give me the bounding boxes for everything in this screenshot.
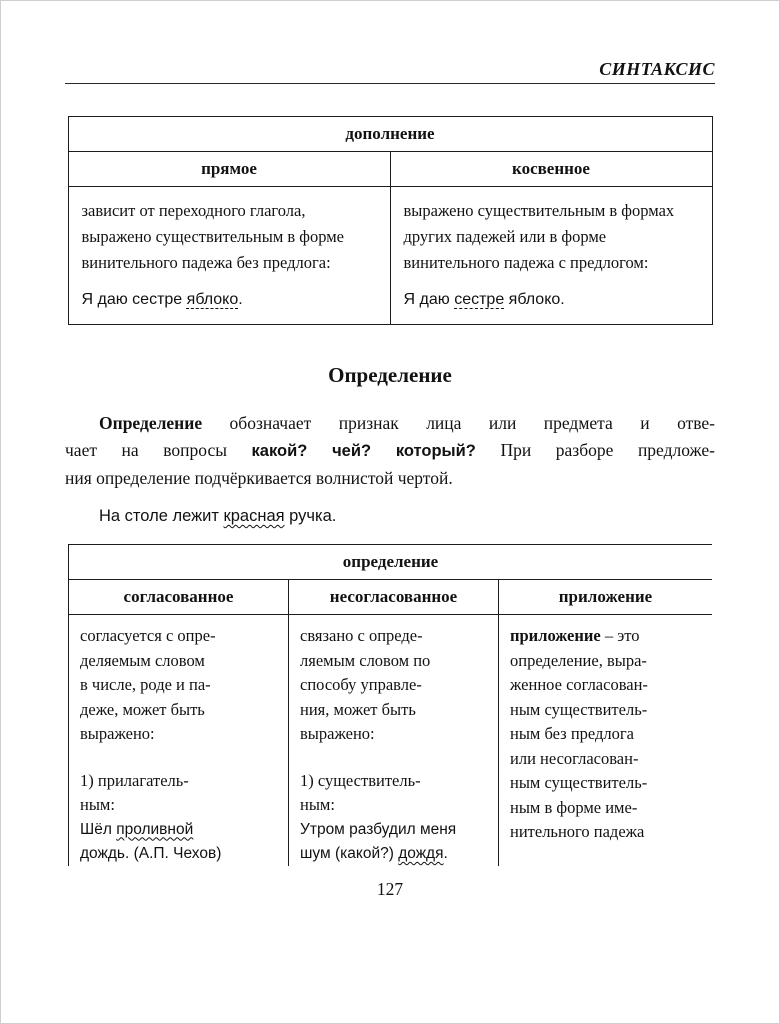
sentence-text: ручка. [284, 507, 337, 525]
cell-line: ным: [80, 795, 115, 814]
cell-line: ным без предлога [510, 724, 634, 743]
example-text: яблоко. [504, 291, 565, 308]
cell-line: в числе, роде и па- [80, 675, 211, 694]
cell-example-line: дождь. (А.П. Чехов) [80, 845, 222, 862]
cell-line: связано с опреде- [300, 626, 423, 645]
object-table-body-row [68, 187, 712, 325]
cell-line [510, 624, 701, 649]
cell-line: нительного падежа [510, 822, 645, 841]
attribute-table [68, 544, 712, 866]
column-header-apposition: приложение [499, 580, 713, 615]
attribute-table-title-row [69, 545, 713, 580]
question-words-bold: какой? чей? который? [251, 442, 476, 460]
example-text: Я даю [403, 291, 455, 308]
intro-paragraph [65, 410, 715, 492]
object-table-title: дополнение [68, 117, 712, 152]
bold-term: приложение [510, 626, 601, 645]
indirect-object-description: выражено существительным в формах других падежей или в форме винительного падежа с предлогом: [403, 201, 675, 272]
column-header-indirect: косвенное [390, 152, 712, 187]
cell-line: ным существитель- [510, 773, 648, 792]
cell-line: ным существитель- [510, 699, 648, 719]
paragraph-text: чает на вопросы [65, 440, 252, 460]
object-table-title-row [68, 117, 712, 152]
cell-example-line [80, 818, 277, 843]
cell-line: или несогласован- [510, 748, 639, 768]
dashed-underlined-word: яблоко [186, 291, 239, 308]
example-text: Шёл [80, 820, 117, 838]
object-table [68, 116, 713, 325]
cell-line: выражено: [80, 724, 155, 743]
section-heading: Определение [328, 363, 452, 387]
cell-example-line [300, 842, 487, 866]
bold-term: Определение [99, 413, 203, 433]
attribute-table-clip [68, 544, 712, 866]
cell-line: согласуется с опре- [80, 626, 216, 645]
cell-line: деже, может быть [80, 699, 205, 719]
nonagreed-attribute-cell [289, 615, 499, 867]
cell-line: способу управле- [300, 675, 422, 694]
object-table-header-row [68, 152, 712, 187]
cell-line: ния, может быть [300, 699, 416, 719]
cell-line: ляемым словом по [300, 650, 431, 670]
example-sentence [65, 507, 715, 526]
dashed-underlined-word: сестре [454, 291, 505, 308]
line-spacer [300, 747, 487, 769]
paragraph-line: ния определение подчёркивается волнистой чертой. [65, 468, 453, 488]
example-text: . [238, 291, 243, 308]
cell-line: ным: [300, 795, 335, 814]
agreed-attribute-cell [69, 615, 289, 867]
cell-example-line: Утром разбудил меня [300, 820, 457, 838]
paragraph-text: При разборе предложе- [475, 440, 715, 460]
cell-line: деляемым словом [80, 650, 205, 670]
paragraph-text: обозначает признак лица или предмета и отве- [202, 413, 715, 433]
column-header-nonagreed: несогласованное [289, 580, 499, 615]
page-header-rule [65, 59, 715, 84]
cell-line: женное согласован- [510, 675, 648, 694]
cell-line: ным в форме име- [510, 797, 638, 817]
cell-line: 1) прилагатель- [80, 770, 189, 790]
sentence-text: На столе лежит [99, 507, 224, 525]
cell-line: определение, выра- [510, 650, 647, 670]
attribute-table-title: определение [69, 545, 713, 580]
direct-object-description: зависит от переходного глагола, выражено существительным в форме винительного падежа без предлога: [81, 201, 345, 272]
example-text: . [443, 845, 448, 862]
attribute-table-body-row [69, 615, 713, 867]
paragraph-line [65, 410, 715, 437]
wavy-underlined-word: проливной [116, 820, 194, 838]
direct-object-example [82, 287, 377, 313]
cell-text: – это [600, 626, 640, 645]
running-head-title: СИНТАКСИС [599, 59, 715, 79]
column-header-direct: прямое [68, 152, 390, 187]
page-number: 127 [376, 879, 404, 899]
cell-line: выражено: [300, 724, 375, 743]
cell-line: 1) существитель- [300, 770, 421, 790]
example-text: Я даю сестре [81, 291, 187, 308]
example-text: шум (какой?) [300, 845, 399, 862]
wavy-underlined-word: дождя [398, 845, 444, 862]
column-header-agreed: согласованное [69, 580, 289, 615]
attribute-table-header-row [69, 580, 713, 615]
line-spacer [80, 747, 277, 769]
apposition-cell [499, 615, 713, 867]
wavy-underlined-word: красная [223, 507, 285, 525]
indirect-object-cell [390, 187, 712, 325]
indirect-object-example [404, 287, 699, 313]
direct-object-cell [68, 187, 390, 325]
paragraph-line [65, 437, 715, 465]
